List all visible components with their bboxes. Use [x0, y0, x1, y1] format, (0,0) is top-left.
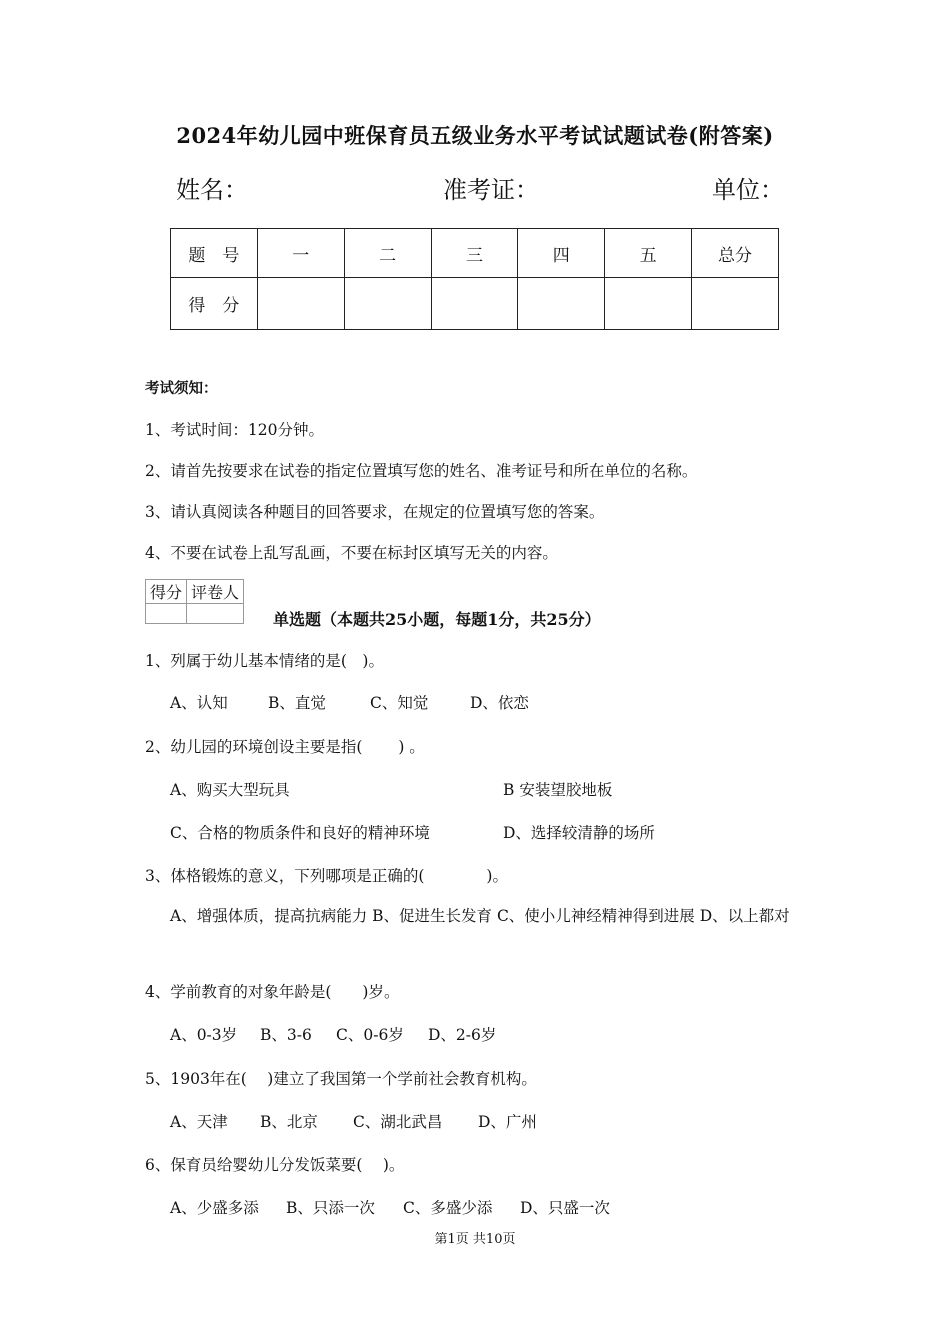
score-row-label: 得 分 — [171, 278, 258, 330]
exam-id-label: 准考证： — [443, 176, 539, 204]
score-table — [170, 228, 779, 330]
option-c[interactable]: C、0-6岁 — [336, 1026, 404, 1044]
option-b[interactable]: B、北京 — [260, 1113, 318, 1131]
score-header-cell: 四 — [518, 229, 605, 278]
document-title: 2024年幼儿园中班保育员五级业务水平考试试题试卷(附答案) — [176, 123, 774, 148]
option-d[interactable]: D、依恋 — [470, 694, 529, 712]
page-footer: 第1页 共10页 — [434, 1232, 516, 1247]
option-d[interactable]: D、2-6岁 — [428, 1026, 497, 1044]
option-a[interactable]: A、天津 — [170, 1113, 228, 1131]
score-cell[interactable] — [257, 278, 344, 330]
score-header-cell: 一 — [257, 229, 344, 278]
score-cell[interactable] — [344, 278, 431, 330]
grader-score-cell[interactable] — [146, 604, 187, 624]
grader-reviewer-label: 评卷人 — [187, 580, 244, 604]
score-cell[interactable] — [692, 278, 779, 330]
score-table-score-row — [171, 278, 779, 330]
unit-label: 单位： — [712, 176, 784, 204]
option-b[interactable]: B、直觉 — [268, 694, 326, 712]
option-d[interactable]: D、广州 — [478, 1113, 537, 1131]
score-table-header-row — [171, 229, 779, 278]
question-5: 5、1903年在( )建立了我国第一个学前社会教育机构。 — [145, 1070, 537, 1088]
score-header-cell: 五 — [605, 229, 692, 278]
grader-reviewer-cell[interactable] — [187, 604, 244, 624]
score-header-cell: 总分 — [692, 229, 779, 278]
question-3: 3、体格锻炼的意义，下列哪项是正确的( )。 — [145, 867, 508, 885]
option-a[interactable]: A、购买大型玩具 — [170, 781, 290, 799]
grader-box — [145, 579, 244, 624]
score-header-cell: 二 — [344, 229, 431, 278]
option-a[interactable]: A、少盛多添 — [170, 1199, 259, 1217]
score-cell[interactable] — [431, 278, 518, 330]
score-cell[interactable] — [605, 278, 692, 330]
option-d[interactable]: D、只盛一次 — [520, 1199, 610, 1217]
question-1: 1、列属于幼儿基本情绪的是( )。 — [145, 652, 384, 670]
option-c[interactable]: C、知觉 — [370, 694, 429, 712]
notice-heading: 考试须知： — [145, 380, 218, 397]
score-header-cell: 三 — [431, 229, 518, 278]
score-cell[interactable] — [518, 278, 605, 330]
option-c[interactable]: C、多盛少添 — [403, 1199, 493, 1217]
notice-item: 1、考试时间：120分钟。 — [145, 421, 324, 439]
question-3-options[interactable]: A、增强体质，提高抗病能力 B、促进生长发育 C、使小儿神经精神得到进展 D、以上都对 — [170, 907, 790, 925]
option-c[interactable]: C、湖北武昌 — [353, 1113, 443, 1131]
grader-score-label: 得分 — [146, 580, 187, 604]
option-a[interactable]: A、认知 — [170, 694, 228, 712]
notice-item: 2、请首先按要求在试卷的指定位置填写您的姓名、准考证号和所在单位的名称。 — [145, 462, 698, 480]
name-label: 姓名： — [176, 176, 248, 204]
option-c[interactable]: C、合格的物质条件和良好的精神环境 — [170, 824, 430, 842]
score-header-cell: 题 号 — [171, 229, 258, 278]
question-2: 2、幼儿园的环境创设主要是指( ) 。 — [145, 738, 425, 756]
section-title: 单选题（本题共25小题，每题1分，共25分） — [273, 610, 601, 629]
notice-item: 4、不要在试卷上乱写乱画，不要在标封区填写无关的内容。 — [145, 544, 558, 562]
option-d[interactable]: D、选择较清静的场所 — [503, 824, 655, 842]
question-4: 4、学前教育的对象年龄是( )岁。 — [145, 983, 400, 1001]
question-6: 6、保育员给婴幼儿分发饭菜要( )。 — [145, 1156, 405, 1174]
notice-item: 3、请认真阅读各种题目的回答要求，在规定的位置填写您的答案。 — [145, 503, 605, 521]
option-a[interactable]: A、0-3岁 — [170, 1026, 238, 1044]
option-b[interactable]: B、3-6 — [260, 1026, 312, 1044]
option-b[interactable]: B、只添一次 — [286, 1199, 375, 1217]
option-b[interactable]: B 安装望胶地板 — [503, 781, 613, 799]
